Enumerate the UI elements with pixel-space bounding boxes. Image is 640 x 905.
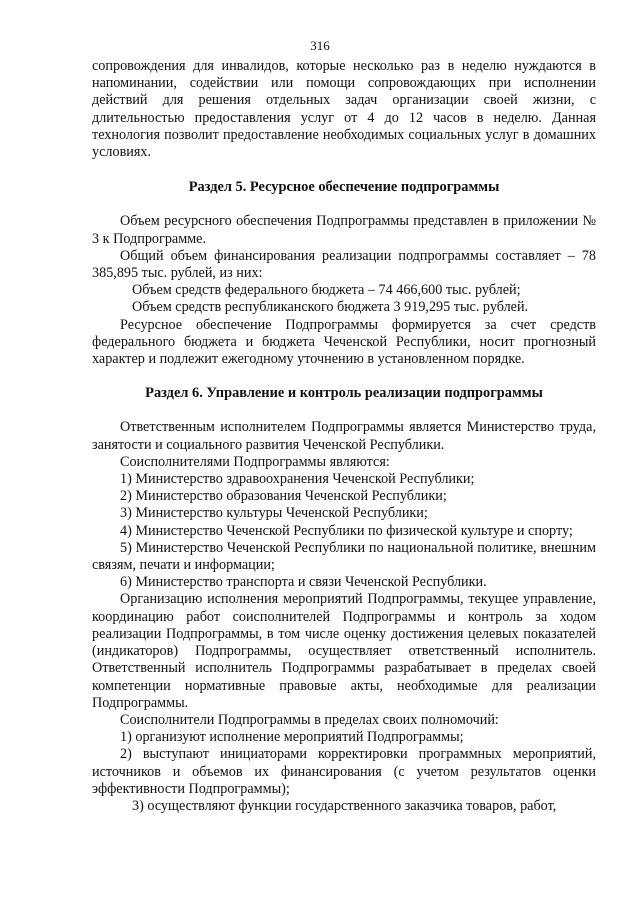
section5-p4: Объем средств республиканского бюджета 3 919,295 тыс. рублей. [132,299,529,316]
duty-item: 1) организуют исполнение мероприятий Подпрограммы; [120,729,464,746]
document-body [92,58,596,815]
duty-item: 3) осуществляют функции государственного заказчика товаров, работ, [132,797,557,814]
section5-p2: Общий объем финансирования реализации подпрограммы составляет – 78 385,895 тыс. рублей, из них: [92,247,596,282]
section5-p5: Ресурсное обеспечение Подпрограммы формируется за счет средств федерального бюджета и бюджета Чеченской Республики, носит прогнозный характер и подлежит ежегодному уточнению в установленном порядке. [92,316,596,368]
co-executor-item: 4) Министерство Чеченской Республики по физической культуре и спорту; [120,522,573,539]
section5-heading: Раздел 5. Ресурсное обеспечение подпрограммы [188,179,500,196]
section6-p1: Ответственным исполнителем Подпрограммы является Министерство труда, занятости и социального развития Чеченской Республики. [92,419,596,453]
section6-heading: Раздел 6. Управление и контроль реализации подпрограммы [145,385,543,402]
section5-p3: Объем средств федерального бюджета – 74 466,600 тыс. рублей; [132,282,521,299]
co-executor-item: 3) Министерство культуры Чеченской Республики; [120,505,428,522]
section6-p4: Соисполнители Подпрограммы в пределах своих полномочий: [120,711,499,728]
duty-item: 2) выступают инициаторами корректировки программных мероприятий, источников и объемов их финансирования (с учетом результатов оценки эффективности Подпрограммы); [92,746,596,797]
section6-p3: Организацию исполнения мероприятий Подпрограммы, текущее управление, координацию работ соисполнителей Подпрограммы и контроль за ходом реализации Подпрограммы, в том числе оценку достижения целевых показателей (индикаторов) Подпрограммы, осуществляет ответственный исполнитель. Ответственный исполнитель Подпрограммы разрабатывает в пределах своей компетенции нормативные правовые акты, необходимые для реализации Подпрограммы. [92,591,596,711]
section5-p1: Объем ресурсного обеспечения Подпрограммы представлен в приложении № 3 к Подпрограмме. [92,213,596,247]
co-executor-item: 5) Министерство Чеченской Республики по национальной политике, внешним связям, печати и информации; [92,539,596,574]
page-number: 316 [310,38,330,53]
intro-paragraph: сопровождения для инвалидов, которые несколько раз в неделю нуждаются в напоминании, содействии или помощи сопровождающих при исполнении действий для решения отдельных задач организации своей жизни, с длительностью предоставления услуг от 4 до 12 часов в неделю. Данная технология позволит предоставление необходимых социальных услуг в домашних условиях. [92,58,596,161]
co-executor-item: 6) Министерство транспорта и связи Чеченской Республики. [120,574,487,591]
section6-p2: Соисполнителями Подпрограммы являются: [120,453,390,470]
co-executor-item: 2) Министерство образования Чеченской Республики; [120,488,447,505]
co-executor-item: 1) Министерство здравоохранения Чеченской Республики; [120,471,475,488]
